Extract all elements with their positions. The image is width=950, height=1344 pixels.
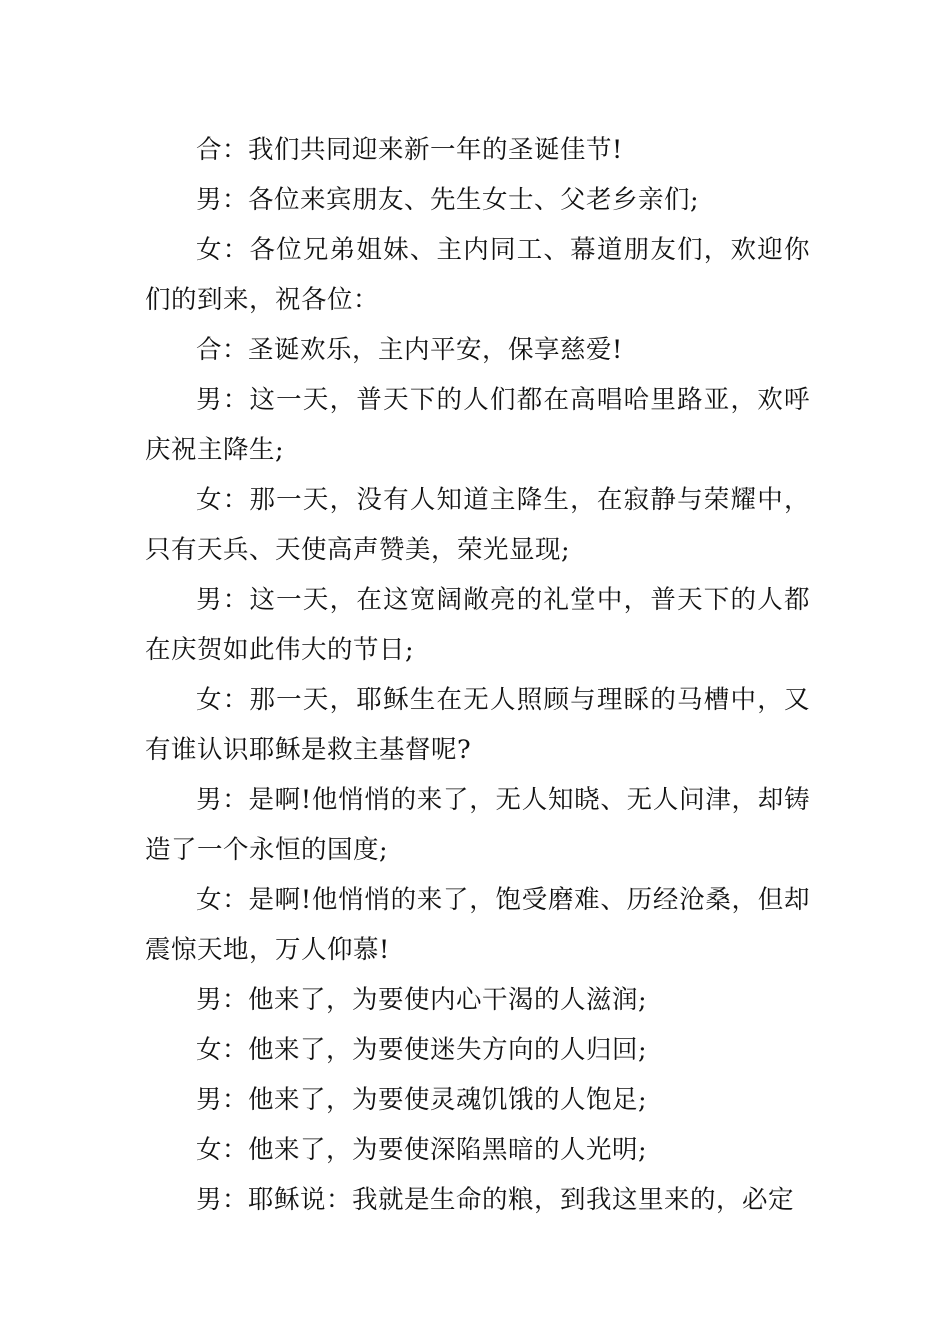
- paragraph: 男：这一天，普天下的人们都在高唱哈里路亚，欢呼庆祝主降生;: [145, 385, 810, 465]
- paragraph: 合：圣诞欢乐，主内平安，保享慈爱!: [196, 335, 623, 365]
- paragraph: 男：是啊!他悄悄的来了，无人知晓、无人问津，却铸造了一个永恒的国度;: [145, 785, 810, 865]
- paragraph: 男：各位来宾朋友、先生女士、父老乡亲们;: [196, 185, 700, 215]
- paragraph: 男：他来了，为要使灵魂饥饿的人饱足;: [196, 1085, 648, 1115]
- paragraph: 男：这一天，在这宽阔敞亮的礼堂中，普天下的人都在庆贺如此伟大的节日;: [145, 585, 810, 665]
- paragraph: 女：各位兄弟姐妹、主内同工、幕道朋友们，欢迎你们的到来，祝各位：: [145, 235, 810, 315]
- paragraph: 男：耶稣说：我就是生命的粮，到我这里来的，必定: [196, 1185, 795, 1215]
- paragraph: 女：是啊!他悄悄的来了，饱受磨难、历经沧桑，但却震惊天地，万人仰慕!: [145, 885, 810, 965]
- paragraph: 女：他来了，为要使深陷黑暗的人光明;: [196, 1135, 648, 1165]
- paragraph: 女：那一天，没有人知道主降生，在寂静与荣耀中，只有天兵、天使高声赞美，荣光显现;: [145, 485, 810, 565]
- document-body: [145, 125, 810, 1225]
- paragraph: 女：他来了，为要使迷失方向的人归回;: [196, 1035, 648, 1065]
- paragraph: 女：那一天，耶稣生在无人照顾与理睬的马槽中，又有谁认识耶稣是救主基督呢?: [145, 685, 810, 765]
- paragraph: 合：我们共同迎来新一年的圣诞佳节!: [196, 135, 623, 165]
- paragraph: 男：他来了，为要使内心干渴的人滋润;: [196, 985, 648, 1015]
